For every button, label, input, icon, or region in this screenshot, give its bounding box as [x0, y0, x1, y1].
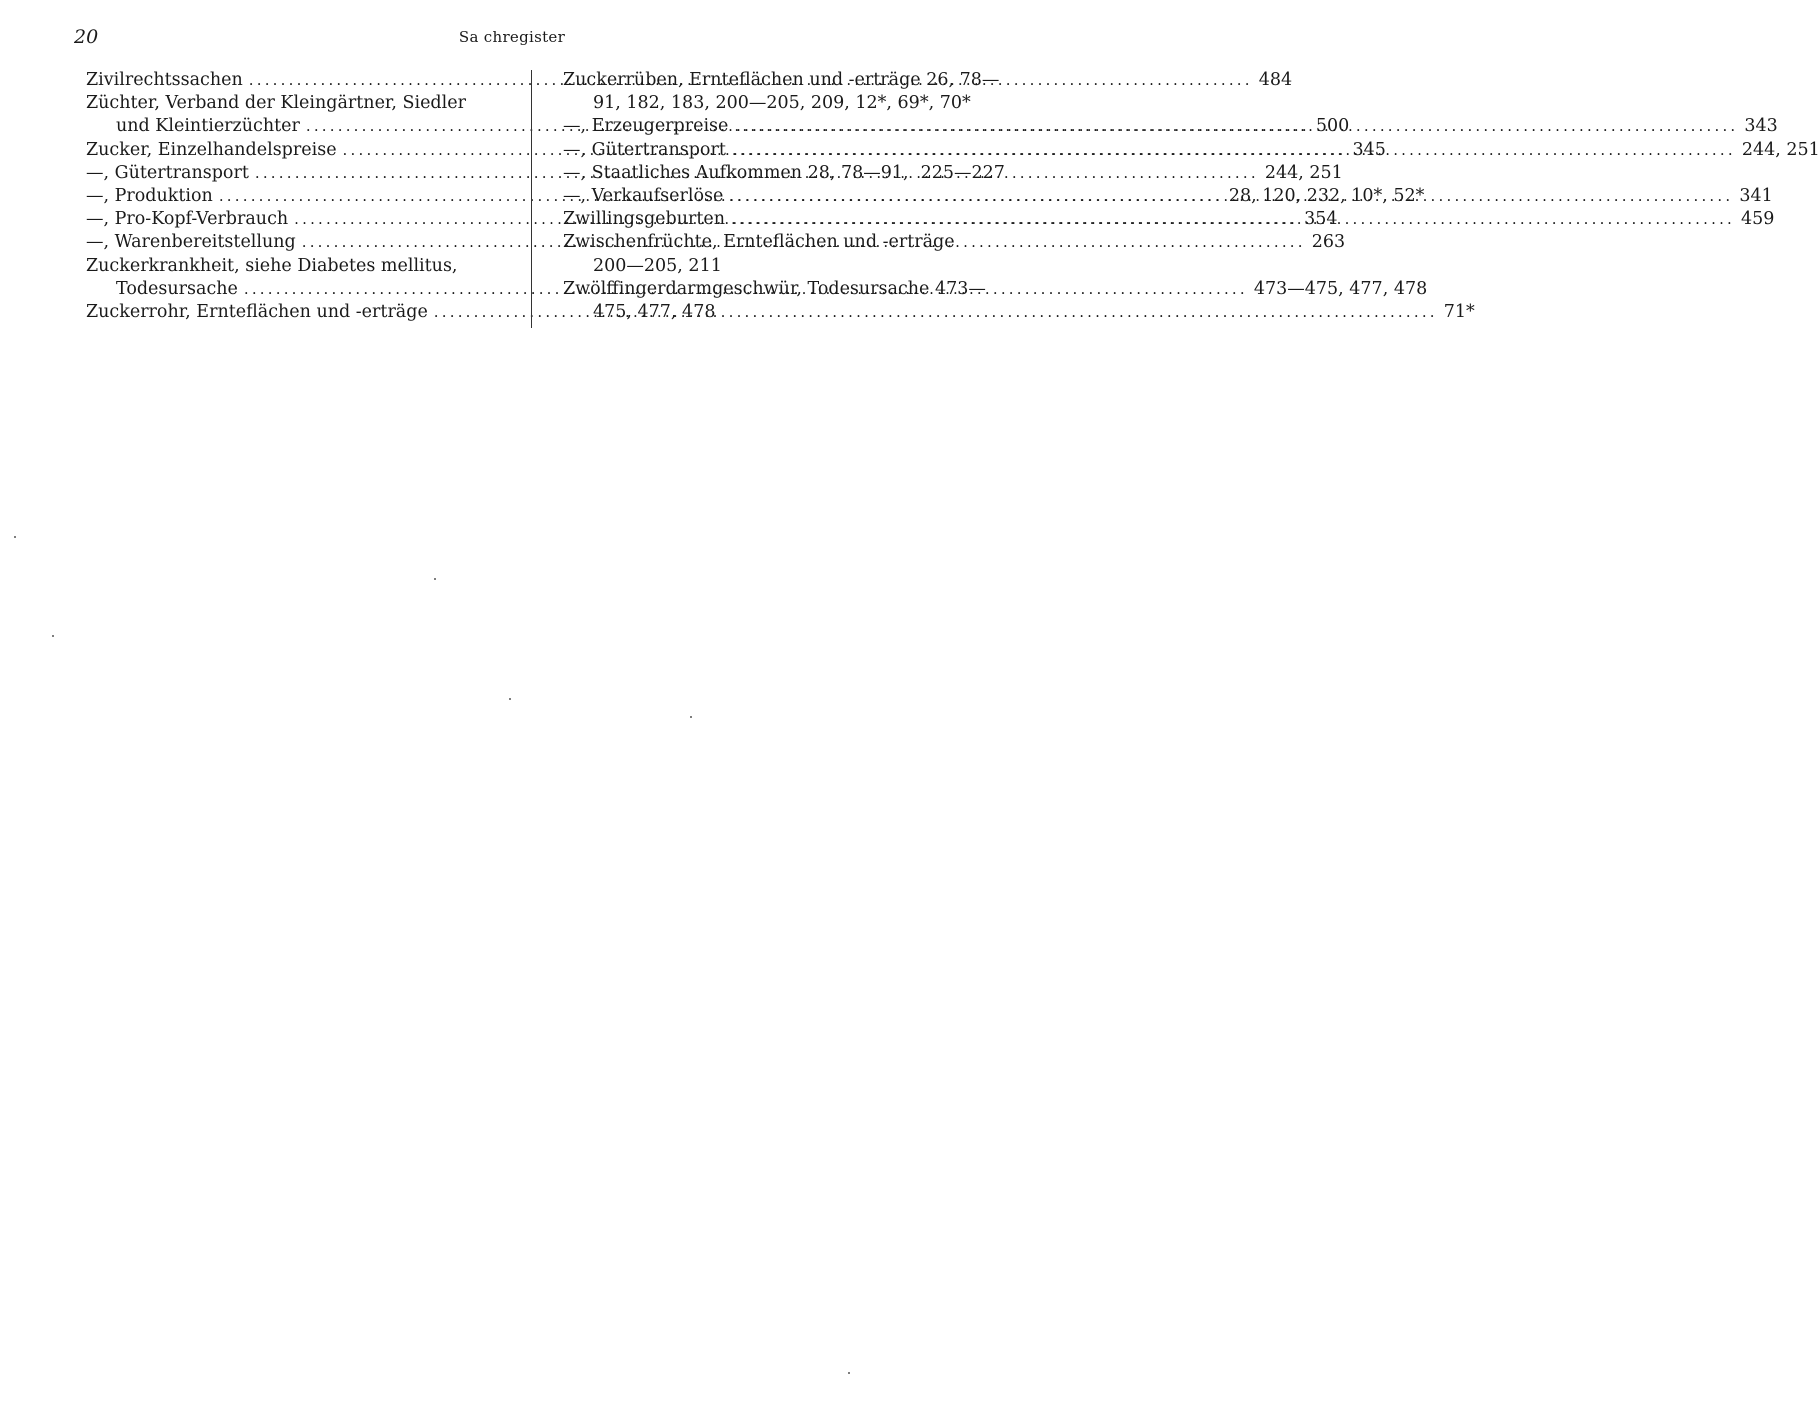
- index-entry: [563, 69, 1000, 92]
- index-term: Zuckerkrankheit, siehe Diabetes mellitus,: [86, 255, 458, 276]
- index-term: Zuckerrüben, Ernteflächen und -erträge 26, 78—: [563, 70, 1000, 90]
- index-term: —, Produktion: [86, 185, 213, 206]
- running-head: Sa chregister: [458, 28, 566, 46]
- page-references: 459: [1741, 209, 1775, 230]
- index-term: Zwölffingerdarmgeschwür, Todesursache 473—: [563, 278, 986, 299]
- index-term: —, Verkaufserlöse: [563, 185, 724, 206]
- page-references: 500: [1315, 116, 1350, 137]
- column-divider: [531, 70, 532, 328]
- page-references: 244, 251: [1264, 162, 1343, 183]
- index-term: —, Warenbereitstellung: [86, 232, 296, 253]
- index-term: Zuckerrohr, Ernteflächen und -erträge: [86, 301, 428, 322]
- index-term: Zwillingsgeburten: [563, 209, 726, 230]
- index-term: —, Pro-Kopf-Verbrauch: [86, 209, 289, 230]
- page-number: 20: [74, 26, 99, 48]
- index-term: 200—205, 211: [593, 255, 722, 276]
- page-references: 484: [1258, 70, 1293, 90]
- page-references: 71*: [1443, 301, 1475, 322]
- index-entry: [563, 231, 985, 254]
- scan-speck: [690, 716, 692, 718]
- index-entry: [563, 301, 985, 324]
- index-term: Zivilrechtssachen: [86, 70, 243, 90]
- index-term: 91, 182, 183, 200—205, 209, 12*, 69*, 70*: [593, 93, 971, 114]
- index-term: —, Erzeugerpreise: [563, 116, 729, 137]
- index-term: —, Gütertransport: [563, 139, 726, 160]
- index-term: Zwischenfrüchte, Ernteflächen und -erträge: [563, 232, 955, 253]
- index-entry: [563, 92, 985, 115]
- dot-leader: [732, 139, 1736, 162]
- scan-speck: [434, 578, 436, 580]
- index-term: 475, 477, 478: [593, 301, 716, 322]
- scan-speck: [14, 536, 16, 538]
- page-references: 244, 251: [1741, 139, 1820, 160]
- page-references: 225—227: [920, 162, 1005, 183]
- index-term: Todesursache: [116, 278, 238, 299]
- page-references: 345: [1352, 139, 1386, 160]
- index-entry: [563, 255, 985, 278]
- index-entry: [86, 255, 508, 278]
- index-term: Zucker, Einzelhandelspreise: [86, 139, 337, 160]
- index-term: und Kleintierzüchter: [116, 116, 300, 137]
- index-entry: [563, 278, 985, 301]
- page-references: 28, 120, 232, 10*, 52*: [1228, 185, 1425, 206]
- index-entry: [563, 162, 1005, 185]
- index-term: —, Staatliches Aufkommen 28, 78—91,: [563, 162, 909, 183]
- scan-speck: [848, 1372, 850, 1374]
- page-references: 343: [1744, 116, 1778, 137]
- index-term: —, Gütertransport: [86, 162, 249, 183]
- index-term: Züchter, Verband der Kleingärtner, Siedler: [86, 93, 466, 114]
- dot-leader: [731, 208, 1735, 231]
- scan-speck: [52, 635, 54, 637]
- page-references: 263: [1311, 232, 1346, 253]
- dot-leader: [734, 115, 1738, 138]
- page-references: 354: [1304, 209, 1338, 230]
- page-references: 341: [1739, 185, 1773, 206]
- page-references: 473—475, 477, 478: [1253, 278, 1428, 299]
- scan-speck: [509, 698, 511, 700]
- index-entry: [86, 92, 508, 115]
- dot-leader: [729, 185, 1733, 208]
